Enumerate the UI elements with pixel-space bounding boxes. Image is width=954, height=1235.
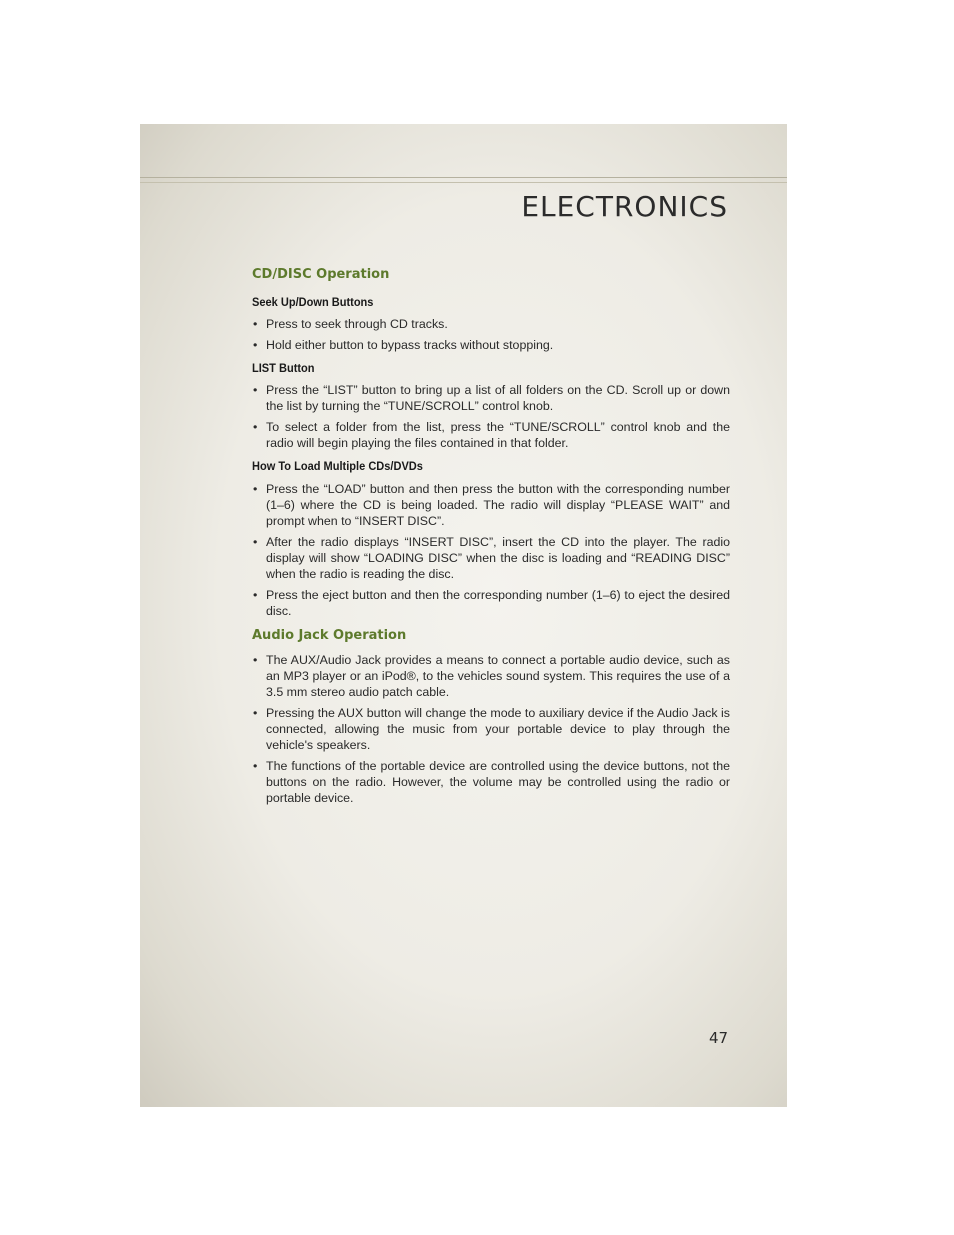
load-multiple-heading: How To Load Multiple CDs/DVDs	[252, 459, 423, 473]
list-item: • Press the eject button and then the corresponding number (1–6) to eject the desired disc.	[253, 588, 730, 618]
list-item: • Pressing the AUX button will change the mode to auxiliary device if the Audio Jack is connected, allowing the music from your portable device to play through the vehicle's speakers.	[253, 706, 730, 752]
list-item: • Press the “LOAD” button and then press the button with the corresponding number (1–6) where the CD is being loaded. The radio will display “PLEASE WAIT” and prompt when to “INSERT DISC”.	[253, 482, 730, 528]
list-button-bullet-list	[252, 382, 730, 451]
list-item: • To select a folder from the list, press the “TUNE/SCROLL” control knob and the radio will begin playing the files contained in that folder.	[253, 420, 730, 450]
load-bullet-list	[252, 481, 730, 619]
list-item: • After the radio displays “INSERT DISC”, insert the CD into the player. The radio display will show “LOADING DISC” when the disc is loading and “READING DISC” when the radio is reading the disc.	[253, 535, 730, 581]
list-item: • Hold either button to bypass tracks without stopping.	[253, 338, 554, 352]
audio-jack-operation-heading: Audio Jack Operation	[252, 628, 407, 643]
cd-disc-operation-heading: CD/DISC Operation	[252, 267, 390, 282]
list-item: • The functions of the portable device are controlled using the device buttons, not the buttons on the radio. However, the volume may be controlled using the radio or portable device.	[253, 759, 730, 805]
list-button-heading: LIST Button	[252, 361, 315, 375]
list-item: • Press to seek through CD tracks.	[253, 317, 448, 331]
header-rule-top	[140, 177, 787, 178]
audio-jack-bullet-list	[252, 652, 730, 806]
page-content	[252, 266, 730, 806]
seek-bullet-list	[252, 316, 730, 353]
list-item: • The AUX/Audio Jack provides a means to connect a portable audio device, such as an MP3 player or an iPod®, to the vehicles sound system. This requires the use of a 3.5 mm stereo audio patch cable.	[253, 653, 730, 699]
section-title: ELECTRONICS	[521, 190, 728, 223]
page-number: 47	[709, 1029, 729, 1047]
header-rule-bottom	[140, 182, 787, 183]
list-item: • Press the “LIST” button to bring up a list of all folders on the CD. Scroll up or down the list by turning the “TUNE/SCROLL” control knob.	[253, 383, 730, 413]
seek-buttons-heading: Seek Up/Down Buttons	[252, 295, 374, 309]
